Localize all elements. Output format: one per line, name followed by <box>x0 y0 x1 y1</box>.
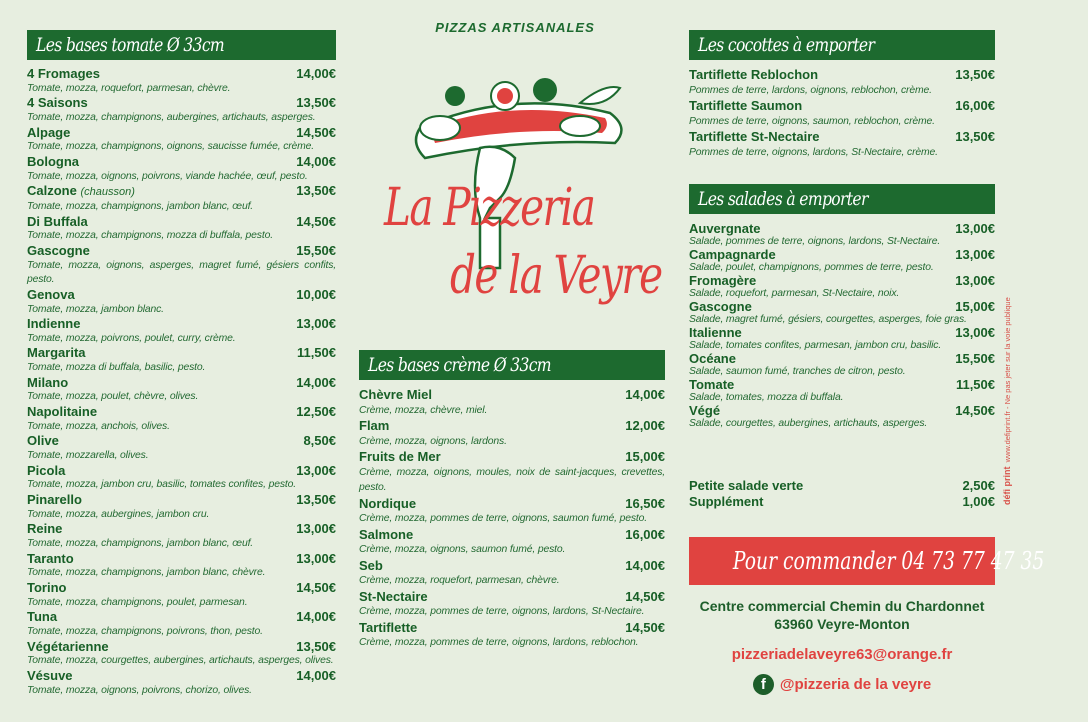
menu-item <box>689 247 995 273</box>
item-row <box>359 589 665 605</box>
item-description: Tomate, mozza di buffala, basilic, pesto. <box>27 362 206 374</box>
item-description: Crème, mozza, roquefort, parmesan, chèvre. <box>359 575 560 586</box>
item-price: 15,50€ <box>296 242 336 258</box>
item-row <box>359 449 665 465</box>
item-price: 13,00€ <box>296 521 336 537</box>
item-name-wrap <box>689 351 736 366</box>
menu-item <box>27 522 336 551</box>
item-price: 13,00€ <box>955 221 995 236</box>
item-name: Supplément <box>689 494 764 509</box>
menu-item <box>359 496 665 527</box>
item-row <box>27 581 336 596</box>
item-name: Gascogne <box>689 299 752 314</box>
item-price: 13,50€ <box>296 183 336 199</box>
item-name: Auvergnate <box>689 221 761 236</box>
item-row <box>689 221 995 236</box>
tomato-bases-section <box>27 30 336 698</box>
item-description: Tomate, mozza, poulet, chèvre, olives. <box>27 391 199 403</box>
item-row <box>27 640 336 655</box>
item-price: 8,50€ <box>303 433 336 449</box>
facebook-icon: f <box>753 674 774 695</box>
item-name-wrap <box>27 434 59 449</box>
menu-item <box>359 558 665 589</box>
item-name: Italienne <box>689 325 742 340</box>
item-price: 14,50€ <box>625 619 665 635</box>
item-price: 11,50€ <box>955 377 995 392</box>
item-description: Tomate, mozza, champignons, aubergines, artichauts, asperges. <box>27 111 316 123</box>
menu-item <box>689 494 995 510</box>
menu-item <box>27 376 336 405</box>
item-row <box>27 522 336 537</box>
item-row <box>27 155 336 170</box>
item-name: St-Nectaire <box>359 588 428 604</box>
item-name-wrap <box>689 299 752 314</box>
menu-item <box>27 669 336 698</box>
menu-item <box>27 610 336 639</box>
item-name-wrap <box>359 418 389 434</box>
facebook-link[interactable] <box>680 674 1004 695</box>
item-name-wrap <box>689 494 763 510</box>
extras-section <box>689 478 995 510</box>
item-row <box>359 418 665 434</box>
item-name: Torino <box>27 579 67 595</box>
item-description: Tomate, mozza, champignons, jambon blanc, chèvre. <box>27 567 266 579</box>
item-description: Tomate, mozza, champignons, mozza di buffala, pesto. <box>27 230 273 242</box>
item-name: Tartiflette Saumon <box>689 98 803 113</box>
item-row <box>689 98 995 114</box>
menu-list <box>689 221 995 429</box>
item-row <box>359 527 665 543</box>
item-name-wrap <box>689 377 734 392</box>
section-header: Les salades à emporter <box>689 184 995 214</box>
item-price: 13,00€ <box>296 462 336 478</box>
item-price: 14,50€ <box>296 579 336 595</box>
item-row <box>27 126 336 141</box>
menu-item <box>27 552 336 581</box>
item-name: Vésuve <box>27 667 73 683</box>
item-description: Pommes de terre, lardons, oignons, reblochon, crème. <box>689 84 932 96</box>
item-price: 13,00€ <box>955 273 995 288</box>
menu-item <box>689 325 995 351</box>
item-row <box>689 247 995 262</box>
item-price: 12,50€ <box>296 404 336 420</box>
item-description: Salade, tomates, mozza di buffala. <box>689 392 844 403</box>
item-price: 13,00€ <box>296 316 336 332</box>
item-row <box>27 244 336 259</box>
item-description: Crème, mozza, pommes de terre, oignons, lardons, reblochon. <box>359 637 639 648</box>
item-price: 13,50€ <box>955 67 995 82</box>
item-price: 13,00€ <box>296 550 336 566</box>
item-description: Crème, mozza, oignons, saumon fumé, pesto. <box>359 544 566 555</box>
item-note: (chausson) <box>80 186 135 199</box>
item-description: Tomate, mozzarella, olives. <box>27 450 149 462</box>
item-name-wrap <box>27 215 88 230</box>
item-name: Alpage <box>27 124 71 140</box>
item-name-wrap <box>359 449 441 465</box>
item-name-wrap <box>27 552 74 567</box>
item-row <box>689 325 995 340</box>
item-description: Tomate, mozza, jambon blanc. <box>27 303 164 315</box>
item-price: 15,50€ <box>955 351 995 366</box>
item-name-wrap <box>689 273 756 288</box>
item-description: Tomate, mozza, aubergines, jambon cru. <box>27 508 210 520</box>
item-name-wrap <box>359 527 413 543</box>
item-price: 13,00€ <box>955 325 995 340</box>
menu-item <box>27 67 336 96</box>
item-name: 4 Fromages <box>27 66 100 81</box>
item-price: 14,00€ <box>296 609 336 625</box>
item-name-wrap <box>27 405 97 420</box>
item-description: Crème, mozza, oignons, moules, noix de saint-jacques, crevettes, pesto. <box>359 466 665 493</box>
menu-item <box>689 403 995 429</box>
menu-item <box>359 387 665 418</box>
item-name-wrap <box>27 464 65 479</box>
menu-item <box>27 96 336 125</box>
printer-note: www.defiprint.fr - Ne pas jeter sur la voie publique <box>1003 297 1012 463</box>
item-price: 13,50€ <box>955 129 995 144</box>
item-row <box>689 478 995 494</box>
menu-item <box>689 478 995 494</box>
item-description: Salade, magret fumé, gésiers, courgettes, asperges, foie gras. <box>689 314 967 325</box>
menu-item <box>27 184 336 214</box>
extras-list <box>689 478 995 510</box>
item-row <box>359 387 665 403</box>
item-name-wrap <box>359 496 416 512</box>
address-line1: Centre commercial Chemin du Chardonnet <box>699 598 985 614</box>
item-row <box>689 377 995 392</box>
item-price: 13,50€ <box>296 95 336 111</box>
contact-info <box>680 597 1004 695</box>
item-price: 12,00€ <box>625 418 665 433</box>
item-name-wrap <box>689 478 803 494</box>
item-row <box>689 299 995 314</box>
item-price: 14,50€ <box>625 588 665 604</box>
item-price: 1,00€ <box>962 494 995 509</box>
item-name: Indienne <box>27 316 81 332</box>
item-name: Petite salade verte <box>689 478 804 493</box>
item-name: Végétarienne <box>27 638 109 654</box>
cocottes-section <box>689 30 995 160</box>
item-name-wrap <box>689 129 820 145</box>
item-name: Pinarello <box>27 492 82 508</box>
item-row <box>27 215 336 230</box>
item-price: 16,00€ <box>955 98 995 113</box>
item-price: 14,00€ <box>296 66 336 81</box>
item-name: Salmone <box>359 526 414 542</box>
menu-list <box>689 67 995 160</box>
item-row <box>359 620 665 636</box>
address-line2: 63960 Veyre-Monton <box>774 616 910 632</box>
item-name-wrap <box>689 403 720 418</box>
menu-item <box>27 581 336 610</box>
item-description: Tomate, mozza, jambon cru, basilic, tomates confites, pesto. <box>27 479 296 491</box>
menu-item <box>689 273 995 299</box>
item-description: Tomate, mozza, oignons, poivrons, chorizo, olives. <box>27 684 252 696</box>
item-name-wrap <box>359 620 417 636</box>
item-name: Tomate <box>689 377 735 392</box>
item-name: Taranto <box>27 550 74 566</box>
item-price: 13,50€ <box>296 638 336 654</box>
menu-item <box>27 434 336 463</box>
item-row <box>27 669 336 684</box>
item-price: 2,50€ <box>962 478 995 493</box>
item-row <box>689 67 995 83</box>
menu-item <box>689 299 995 325</box>
item-price: 14,00€ <box>625 387 665 402</box>
item-row <box>27 552 336 567</box>
item-name: Flam <box>359 418 390 433</box>
item-name: Olive <box>27 433 59 449</box>
item-name: Milano <box>27 374 69 390</box>
menu-item <box>689 377 995 403</box>
item-name-wrap <box>27 126 70 141</box>
menu-item <box>27 288 336 317</box>
item-name: Genova <box>27 286 75 302</box>
item-description: Pommes de terre, oignons, saumon, reblochon, crème. <box>689 115 935 127</box>
item-description: Crème, mozza, pommes de terre, oignons, lardons, St-Nectaire. <box>359 606 645 617</box>
item-price: 14,50€ <box>296 124 336 140</box>
item-description: Salade, tomates confites, parmesan, jambon cru, basilic. <box>689 340 942 351</box>
item-price: 13,00€ <box>955 247 995 262</box>
item-name-wrap <box>27 67 100 82</box>
item-name-wrap <box>27 376 68 391</box>
item-row <box>359 496 665 512</box>
item-description: Crème, mozza, oignons, lardons. <box>359 435 507 447</box>
section-header: Les cocottes à emporter <box>689 30 995 60</box>
item-name-wrap <box>689 221 761 236</box>
item-name: Tartiflette Reblochon <box>689 67 819 82</box>
item-row <box>359 558 665 574</box>
item-name-wrap <box>27 493 82 508</box>
menu-item <box>27 493 336 522</box>
menu-item <box>359 527 665 558</box>
item-row <box>27 464 336 479</box>
item-description: Pommes de terre, oignons, lardons, St-Nectaire, crème. <box>689 146 938 158</box>
menu-item <box>359 449 665 496</box>
item-price: 16,00€ <box>625 526 665 542</box>
item-name: Chèvre Miel <box>359 387 432 402</box>
tagline: PIZZAS ARTISANALES <box>435 20 595 35</box>
item-description: Tomate, mozza, champignons, jambon blanc, œuf. <box>27 538 254 549</box>
item-row <box>689 351 995 366</box>
brand-title-line2: de la Veyre <box>450 246 662 306</box>
item-row <box>689 273 995 288</box>
menu-item <box>689 221 995 247</box>
item-name-wrap <box>689 98 802 114</box>
item-name-wrap <box>27 288 75 303</box>
menu-item <box>359 589 665 620</box>
brand-title-line1: La Pizzeria <box>384 178 595 238</box>
menu-item <box>27 244 336 288</box>
item-price: 16,50€ <box>625 495 665 511</box>
item-row <box>27 493 336 508</box>
item-row <box>689 494 995 510</box>
item-row <box>689 129 995 145</box>
menu-item <box>27 317 336 346</box>
item-name-wrap <box>689 247 776 262</box>
item-name: Tuna <box>27 609 58 625</box>
item-row <box>27 96 336 111</box>
item-description: Salade, pommes de terre, oignons, lardons, St-Nectaire. <box>689 236 941 247</box>
item-name: Gascogne <box>27 242 90 258</box>
item-name: Nordique <box>359 495 417 511</box>
item-name: Di Buffala <box>27 213 88 229</box>
item-name-wrap <box>27 317 80 332</box>
item-row <box>27 376 336 391</box>
menu-item <box>359 418 665 449</box>
item-description: Tomate, mozza, champignons, poulet, parmesan. <box>27 596 248 608</box>
item-name-wrap <box>689 325 742 340</box>
menu-item <box>359 620 665 651</box>
item-row <box>27 184 336 200</box>
item-price: 11,50€ <box>296 345 336 361</box>
item-description: Tomate, mozza, champignons, poivrons, thon, pesto. <box>27 625 263 637</box>
menu-item <box>27 155 336 184</box>
item-row <box>27 610 336 625</box>
item-name: Tartiflette <box>359 619 418 635</box>
item-price: 13,50€ <box>296 492 336 508</box>
item-description: Tomate, mozza, courgettes, aubergines, artichauts, asperges, olives. <box>27 655 334 667</box>
item-description: Tomate, mozza, champignons, oignons, saucisse fumée, crème. <box>27 141 315 153</box>
item-description: Salade, courgettes, aubergines, artichauts, asperges. <box>689 418 928 429</box>
item-name: Fruits de Mer <box>359 449 441 464</box>
item-description: Tomate, mozza, poivrons, poulet, curry, crème. <box>27 332 236 344</box>
item-description: Tomate, mozza, oignons, asperges, magret fumé, gésiers confits, pesto. <box>27 259 336 286</box>
item-name-wrap <box>27 610 57 625</box>
menu-item <box>27 405 336 434</box>
item-name-wrap <box>27 640 109 655</box>
printer-logo: défi print <box>1002 466 1012 505</box>
item-name-wrap <box>689 67 818 83</box>
item-name: Océane <box>689 351 736 366</box>
item-row <box>27 317 336 332</box>
menu-item <box>689 351 995 377</box>
item-name-wrap <box>27 184 135 200</box>
item-row <box>27 346 336 361</box>
menu-item <box>27 126 336 155</box>
item-price: 14,50€ <box>955 403 995 418</box>
facebook-handle: @pizzeria de la veyre <box>779 676 932 693</box>
item-name: Picola <box>27 462 66 478</box>
item-name-wrap <box>27 96 88 111</box>
item-price: 15,00€ <box>625 449 665 464</box>
menu-item <box>689 67 995 98</box>
item-name-wrap <box>27 522 62 537</box>
item-name-wrap <box>27 346 86 361</box>
item-name-wrap <box>27 581 66 596</box>
order-phone-banner[interactable]: Pour commander 04 73 77 47 35 <box>689 537 995 585</box>
item-name-wrap <box>27 155 79 170</box>
item-name: 4 Saisons <box>27 95 88 111</box>
item-row <box>27 288 336 303</box>
item-name-wrap <box>359 387 432 403</box>
item-name-wrap <box>359 589 428 605</box>
item-price: 15,00€ <box>955 299 995 314</box>
item-row <box>27 434 336 449</box>
item-description: Tomate, mozza, anchois, olives. <box>27 420 170 432</box>
item-description: Tomate, mozza, champignons, jambon blanc, œuf. <box>27 200 254 212</box>
item-price: 14,00€ <box>296 667 336 683</box>
printer-credit <box>1002 297 1012 505</box>
email-link[interactable]: pizzeriadelaveyre63@orange.fr <box>731 646 953 663</box>
cream-bases-section <box>359 350 665 651</box>
item-name-wrap <box>359 558 383 574</box>
item-description: Crème, mozza, chèvre, miel. <box>359 404 488 416</box>
item-price: 14,00€ <box>625 557 665 573</box>
item-row <box>27 67 336 82</box>
item-description: Tomate, mozza, roquefort, parmesan, chèvre. <box>27 82 231 94</box>
menu-item <box>27 640 336 669</box>
menu-list <box>27 67 336 698</box>
item-price: 10,00€ <box>296 286 336 302</box>
item-price: 14,50€ <box>296 213 336 229</box>
salads-section <box>689 184 995 429</box>
item-name: Fromagère <box>689 273 757 288</box>
item-description: Crème, mozza, pommes de terre, oignons, saumon fumé, pesto. <box>359 513 647 524</box>
section-header: Les bases tomate Ø 33cm <box>27 30 336 60</box>
menu-item <box>27 464 336 493</box>
menu-item <box>27 346 336 375</box>
section-header: Les bases crème Ø 33cm <box>359 350 665 380</box>
item-name: Margarita <box>27 345 86 361</box>
menu-item <box>689 129 995 160</box>
item-price: 14,00€ <box>296 374 336 390</box>
item-description: Salade, saumon fumé, tranches de citron, pesto. <box>689 366 906 377</box>
item-name: Seb <box>359 557 383 573</box>
pizza-illustration <box>416 78 621 268</box>
item-description: Salade, roquefort, parmesan, St-Nectaire, noix. <box>689 288 900 299</box>
menu-list <box>359 387 665 651</box>
item-name: Campagnarde <box>689 247 776 262</box>
item-name: Bologna <box>27 153 79 169</box>
item-name: Napolitaine <box>27 404 98 420</box>
item-row <box>689 403 995 418</box>
item-name: Tartiflette St-Nectaire <box>689 129 820 144</box>
item-name: Calzone <box>27 183 77 199</box>
item-name: Végé <box>689 403 721 418</box>
menu-item <box>689 98 995 129</box>
item-description: Tomate, mozza, oignons, poivrons, viande hachée, œuf, pesto. <box>27 170 308 182</box>
item-description: Salade, poulet, champignons, pommes de terre, pesto. <box>689 262 934 273</box>
item-name-wrap <box>27 669 73 684</box>
item-name: Reine <box>27 521 63 537</box>
menu-item <box>27 215 336 244</box>
item-row <box>27 405 336 420</box>
item-price: 14,00€ <box>296 153 336 169</box>
item-name-wrap <box>27 244 90 259</box>
